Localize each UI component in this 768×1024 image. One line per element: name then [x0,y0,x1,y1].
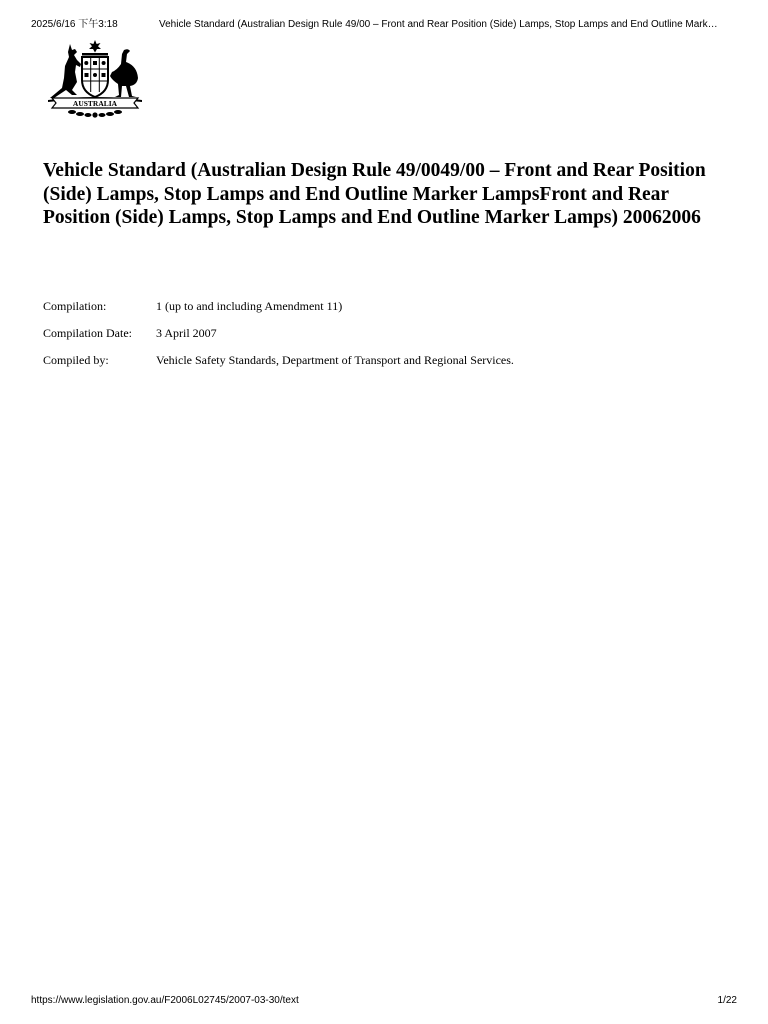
print-page-title: Vehicle Standard (Australian Design Rule 49/00 – Front and Rear Position (Side) Lamps, Stop Lamps and End Outline Mark… [159,19,718,30]
detail-value: 1 (up to and including Amendment 11) [156,299,343,313]
wattle-icon [68,110,122,118]
detail-label: Compilation Date: [43,326,132,340]
detail-label: Compiled by: [43,353,109,367]
kangaroo-icon [50,44,81,98]
page-number: 1/22 [717,995,737,1006]
print-date: 2025/6/16 下午3:18 [31,19,118,30]
shield-icon [82,57,108,97]
detail-value: Vehicle Safety Standards, Department of Transport and Regional Services. [156,353,514,367]
document-title: Vehicle Standard (Australian Design Rule 49/0049/00 – Front and Rear Position (Side) Lamps, Stop Lamps and End Outline Marker LampsFront and Rear Position (Side) Lamps, Stop Lamps and End Outline Marker Lamps) 20062006 [43,160,706,228]
source-url: https://www.legislation.gov.au/F2006L02745/2007-03-30/text [31,995,299,1006]
emu-icon [110,49,138,97]
detail-value: 3 April 2007 [156,326,217,340]
detail-label: Compilation: [43,299,107,313]
commonwealth-star-icon [89,40,101,53]
print-footer [31,994,737,1008]
crest-scroll-label: AUSTRALIA [72,99,118,108]
coat-of-arms-logo [42,40,148,118]
print-header [31,18,737,32]
